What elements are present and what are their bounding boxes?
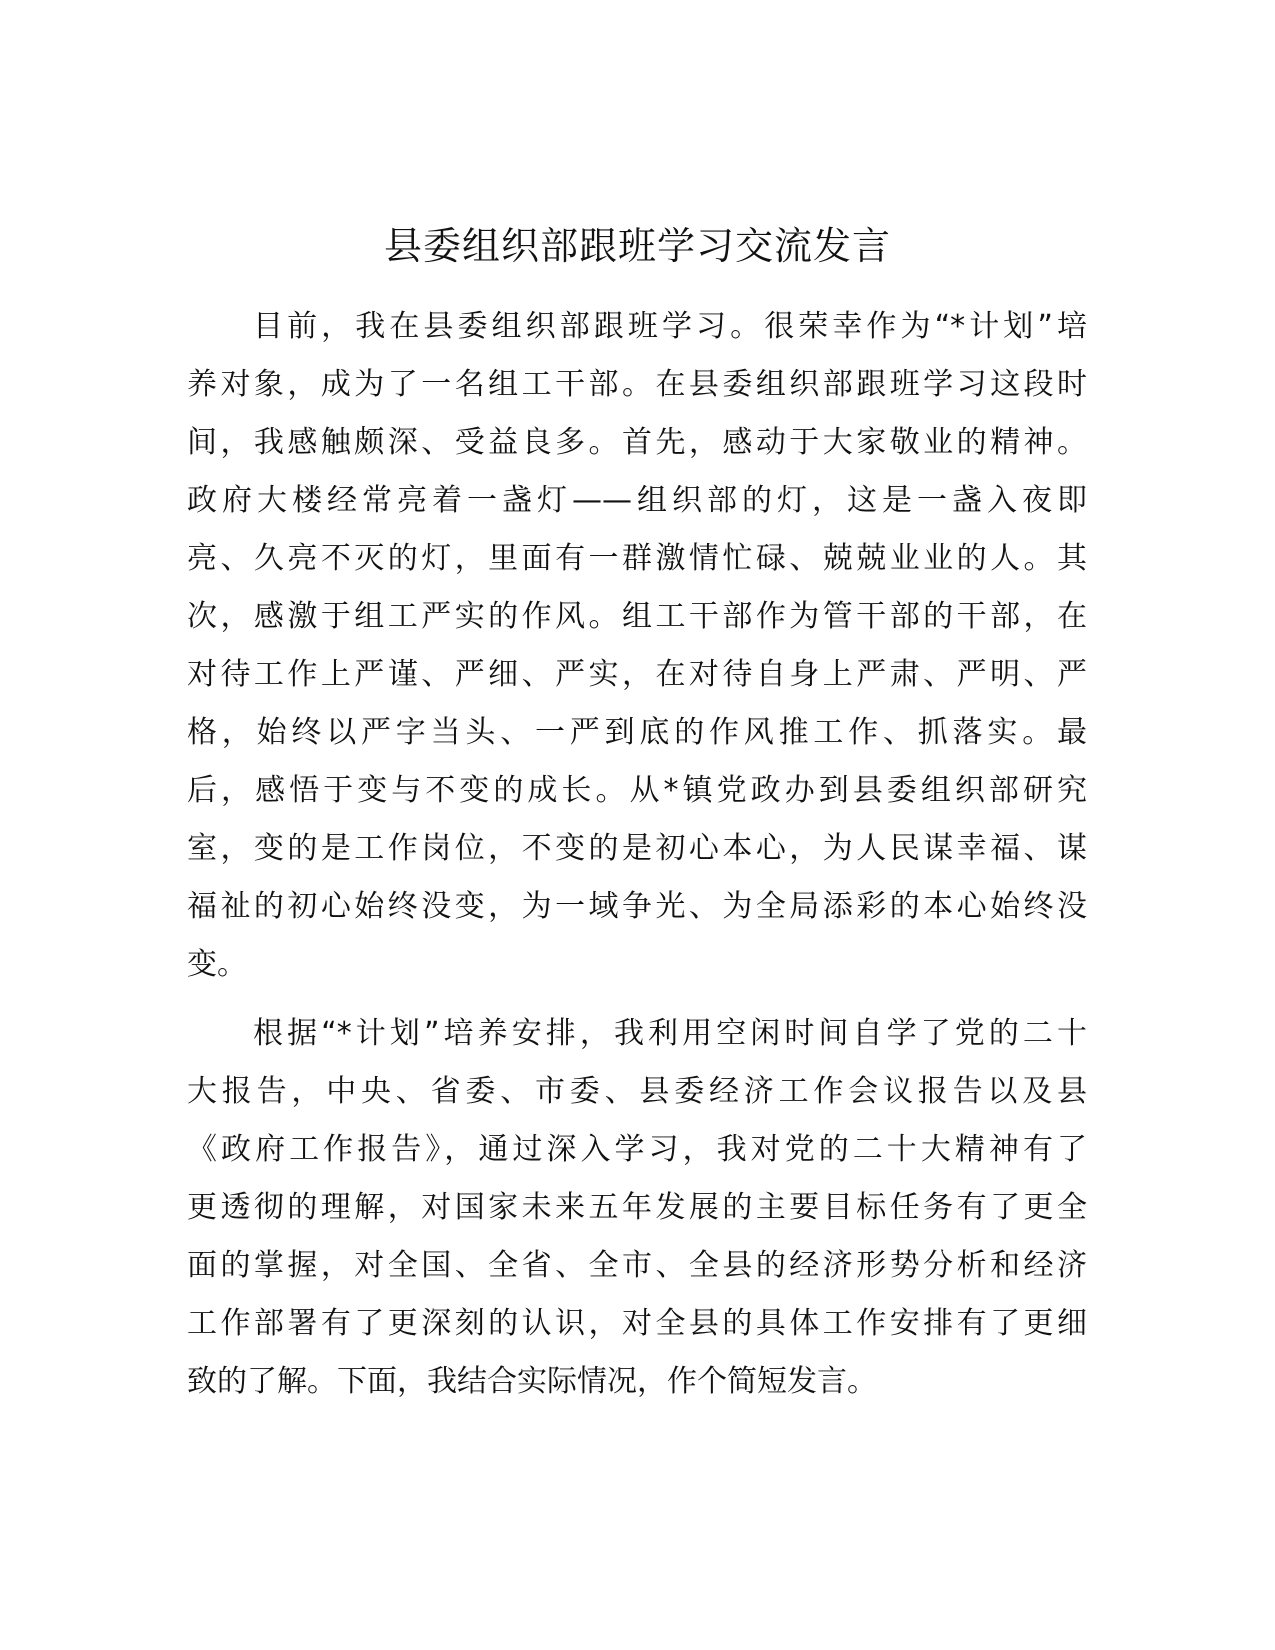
paragraph-line: 变。 <box>187 947 247 982</box>
document-body <box>187 298 1087 1411</box>
paragraph-line: 根据“*计划”培养安排，我利用空闲时间自学了党的二十 <box>253 1016 1087 1051</box>
paragraph-1 <box>187 298 1087 994</box>
paragraph-line: 亮、久亮不灭的灯，里面有一群激情忙碌、兢兢业业的人。其 <box>187 541 1087 576</box>
paragraph-line: 更透彻的理解，对国家未来五年发展的主要目标任务有了更全 <box>187 1190 1087 1225</box>
paragraph-line: 间，我感触颇深、受益良多。首先，感动于大家敬业的精神。 <box>187 425 1087 460</box>
paragraph-line: 工作部署有了更深刻的认识，对全县的具体工作安排有了更细 <box>187 1306 1087 1341</box>
paragraph-line: 《政府工作报告》，通过深入学习，我对党的二十大精神有了 <box>187 1132 1087 1167</box>
paragraph-line: 面的掌握，对全国、全省、全市、全县的经济形势分析和经济 <box>187 1248 1087 1283</box>
paragraph-line: 目前，我在县委组织部跟班学习。很荣幸作为“*计划”培 <box>253 309 1087 344</box>
paragraph-line: 致的了解。下面，我结合实际情况，作个简短发言。 <box>187 1364 877 1399</box>
paragraph-line: 政府大楼经常亮着一盏灯——组织部的灯，这是一盏入夜即 <box>187 483 1087 518</box>
paragraph-line: 对待工作上严谨、严细、严实，在对待自身上严肃、严明、严 <box>187 657 1087 692</box>
paragraph-line: 室，变的是工作岗位，不变的是初心本心，为人民谋幸福、谋 <box>187 831 1087 866</box>
document-title: 县委组织部跟班学习交流发言 <box>383 224 891 268</box>
paragraph-line: 养对象，成为了一名组工干部。在县委组织部跟班学习这段时 <box>187 367 1087 402</box>
paragraph-line: 大报告，中央、省委、市委、县委经济工作会议报告以及县 <box>187 1074 1087 1109</box>
paragraph-line: 福祉的初心始终没变，为一域争光、为全局添彩的本心始终没 <box>187 889 1087 924</box>
paragraph-line: 后，感悟于变与不变的成长。从*镇党政办到县委组织部研究 <box>187 773 1087 808</box>
paragraph-line: 格，始终以严字当头、一严到底的作风推工作、抓落实。最 <box>187 715 1087 750</box>
paragraph-2 <box>187 1005 1087 1411</box>
paragraph-line: 次，感激于组工严实的作风。组工干部作为管干部的干部，在 <box>187 599 1087 634</box>
